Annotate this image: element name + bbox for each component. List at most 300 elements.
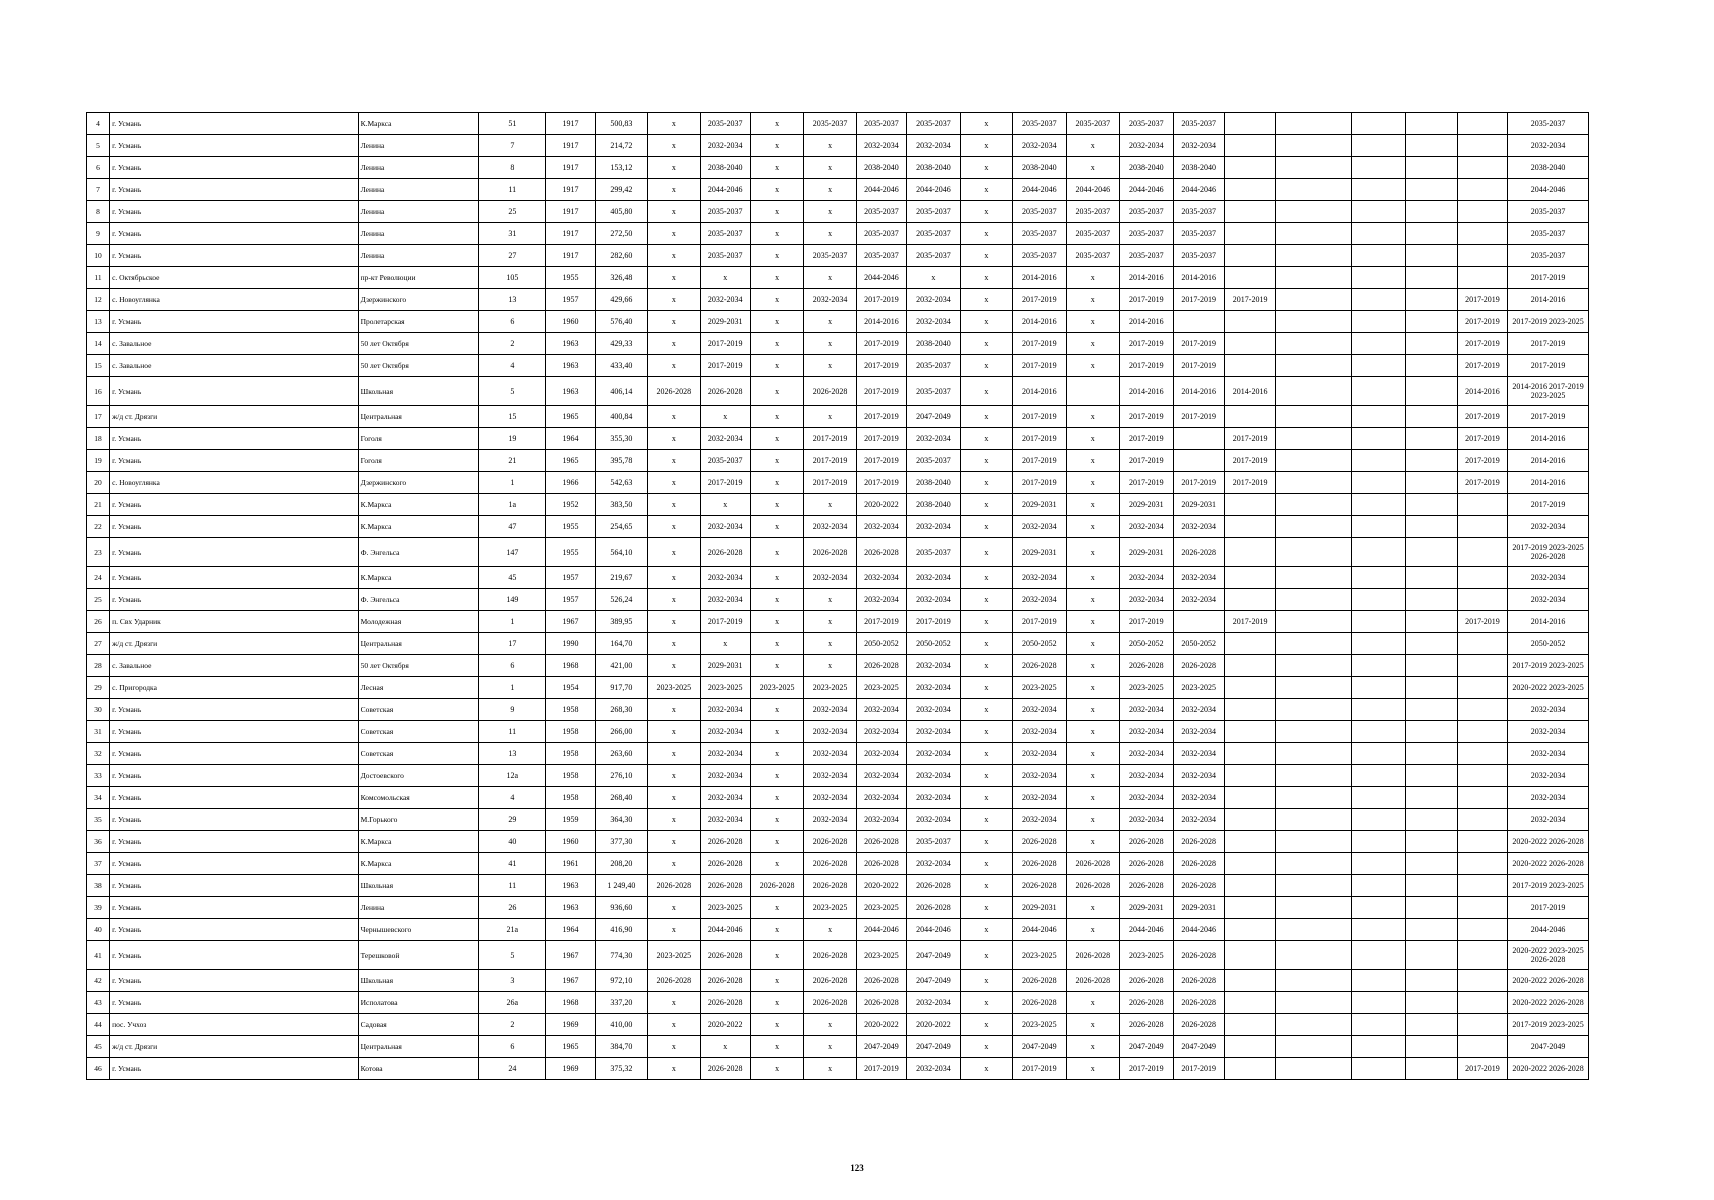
cell-c12 xyxy=(1224,721,1275,743)
table-row xyxy=(87,655,1589,677)
cell-year: 1963 xyxy=(546,355,595,377)
cell-c10: 2026-2028 xyxy=(1120,1014,1173,1036)
cell-place: г. Усмань xyxy=(110,113,359,135)
cell-c10: 2026-2028 xyxy=(1120,992,1173,1014)
cell-n: 17 xyxy=(87,406,110,428)
cell-street: пр-кт Революции xyxy=(358,267,479,289)
cell-last: 2032-2034 xyxy=(1508,699,1589,721)
cell-last: 2017-2019 xyxy=(1508,494,1589,516)
cell-last: 2017-2019 xyxy=(1508,406,1589,428)
cell-c12 xyxy=(1224,135,1275,157)
cell-c1: х xyxy=(648,809,700,831)
cell-c5: 2020-2022 xyxy=(856,1014,906,1036)
cell-street: К.Маркса xyxy=(358,516,479,538)
cell-empty xyxy=(1351,919,1406,941)
cell-c1: х xyxy=(648,450,700,472)
cell-c14 xyxy=(1406,494,1457,516)
cell-c1: х xyxy=(648,538,700,567)
cell-year: 1958 xyxy=(546,787,595,809)
cell-c10: 2032-2034 xyxy=(1120,567,1173,589)
cell-n: 15 xyxy=(87,355,110,377)
cell-c11: 2017-2019 xyxy=(1173,1058,1224,1080)
cell-c11: 2026-2028 xyxy=(1173,875,1224,897)
cell-c2: 2026-2028 xyxy=(700,1058,750,1080)
cell-c3: х xyxy=(750,406,803,428)
cell-c8: 2029-2031 xyxy=(1013,494,1066,516)
cell-c8: 2032-2034 xyxy=(1013,699,1066,721)
cell-c12: 2017-2019 xyxy=(1224,428,1275,450)
cell-c7: х xyxy=(960,721,1012,743)
table-row xyxy=(87,157,1589,179)
cell-c14 xyxy=(1406,355,1457,377)
cell-c15 xyxy=(1457,267,1507,289)
cell-c7: х xyxy=(960,677,1012,699)
cell-c12 xyxy=(1224,311,1275,333)
cell-c12 xyxy=(1224,223,1275,245)
cell-c1: х xyxy=(648,721,700,743)
cell-c6: 2032-2034 xyxy=(907,311,960,333)
cell-c6: 2035-2037 xyxy=(907,245,960,267)
cell-area: 410,00 xyxy=(595,1014,647,1036)
cell-c11: 2032-2034 xyxy=(1173,743,1224,765)
cell-c14 xyxy=(1406,267,1457,289)
cell-c2: 2032-2034 xyxy=(700,516,750,538)
cell-house: 26 xyxy=(479,897,546,919)
cell-street: Советская xyxy=(358,699,479,721)
cell-year: 1963 xyxy=(546,377,595,406)
cell-c9: 2026-2028 xyxy=(1066,875,1119,897)
cell-n: 29 xyxy=(87,677,110,699)
cell-n: 4 xyxy=(87,113,110,135)
cell-c3: х xyxy=(750,589,803,611)
cell-street: 50 лет Октября xyxy=(358,333,479,355)
cell-c4: 2026-2028 xyxy=(804,538,856,567)
cell-c13 xyxy=(1276,113,1352,135)
cell-place: с. Новоуглянка xyxy=(110,289,359,311)
cell-year: 1969 xyxy=(546,1014,595,1036)
table-row xyxy=(87,113,1589,135)
cell-c5: 2032-2034 xyxy=(856,743,906,765)
cell-empty xyxy=(1351,450,1406,472)
cell-c13 xyxy=(1276,1014,1352,1036)
cell-year: 1965 xyxy=(546,406,595,428)
cell-c8: 2023-2025 xyxy=(1013,941,1066,970)
cell-c8: 2017-2019 xyxy=(1013,289,1066,311)
cell-c2: х xyxy=(700,494,750,516)
cell-house: 147 xyxy=(479,538,546,567)
cell-c12 xyxy=(1224,589,1275,611)
cell-place: г. Усмань xyxy=(110,1058,359,1080)
cell-street: К.Маркса xyxy=(358,113,479,135)
cell-c3: х xyxy=(750,611,803,633)
cell-c7: х xyxy=(960,787,1012,809)
cell-c6: 2035-2037 xyxy=(907,450,960,472)
cell-c14 xyxy=(1406,765,1457,787)
cell-area: 972,10 xyxy=(595,970,647,992)
cell-year: 1963 xyxy=(546,897,595,919)
cell-c4: 2032-2034 xyxy=(804,516,856,538)
cell-c12 xyxy=(1224,1014,1275,1036)
cell-c6: 2035-2037 xyxy=(907,223,960,245)
cell-area: 263,60 xyxy=(595,743,647,765)
cell-c8: 2017-2019 xyxy=(1013,333,1066,355)
cell-c14 xyxy=(1406,113,1457,135)
cell-c8: 2026-2028 xyxy=(1013,655,1066,677)
cell-c4: х xyxy=(804,201,856,223)
cell-c8: 2035-2037 xyxy=(1013,113,1066,135)
cell-c6: 2038-2040 xyxy=(907,333,960,355)
cell-c10: 2017-2019 xyxy=(1120,472,1173,494)
cell-c12: 2017-2019 xyxy=(1224,472,1275,494)
cell-c8: 2017-2019 xyxy=(1013,611,1066,633)
cell-last: 2035-2037 xyxy=(1508,113,1589,135)
cell-c8: 2032-2034 xyxy=(1013,516,1066,538)
cell-c11: 2017-2019 xyxy=(1173,333,1224,355)
cell-c11: 2026-2028 xyxy=(1173,941,1224,970)
cell-year: 1969 xyxy=(546,1058,595,1080)
cell-n: 23 xyxy=(87,538,110,567)
cell-last: 2050-2052 xyxy=(1508,633,1589,655)
cell-c2: 2032-2034 xyxy=(700,589,750,611)
cell-c9: х xyxy=(1066,289,1119,311)
cell-c12 xyxy=(1224,875,1275,897)
cell-c3: х xyxy=(750,113,803,135)
cell-area: 774,30 xyxy=(595,941,647,970)
cell-c1: х xyxy=(648,494,700,516)
cell-area: 429,66 xyxy=(595,289,647,311)
cell-empty xyxy=(1351,897,1406,919)
cell-c12 xyxy=(1224,157,1275,179)
cell-c11: 2044-2046 xyxy=(1173,179,1224,201)
cell-c11: 2035-2037 xyxy=(1173,113,1224,135)
cell-c1: х xyxy=(648,472,700,494)
cell-c7: х xyxy=(960,201,1012,223)
cell-c9: 2026-2028 xyxy=(1066,970,1119,992)
cell-year: 1917 xyxy=(546,223,595,245)
cell-c15: 2014-2016 xyxy=(1457,377,1507,406)
cell-place: г. Усмань xyxy=(110,721,359,743)
cell-year: 1957 xyxy=(546,567,595,589)
cell-c4: 2026-2028 xyxy=(804,992,856,1014)
cell-c14 xyxy=(1406,809,1457,831)
cell-c13 xyxy=(1276,223,1352,245)
cell-area: 282,60 xyxy=(595,245,647,267)
cell-c1: х xyxy=(648,311,700,333)
cell-c11: 2032-2034 xyxy=(1173,765,1224,787)
cell-place: г. Усмань xyxy=(110,809,359,831)
cell-last: 2032-2034 xyxy=(1508,135,1589,157)
cell-c2: 2026-2028 xyxy=(700,992,750,1014)
cell-year: 1958 xyxy=(546,765,595,787)
cell-c6: 2047-2049 xyxy=(907,970,960,992)
cell-c5: 2035-2037 xyxy=(856,113,906,135)
cell-c11 xyxy=(1173,450,1224,472)
cell-c11: 2032-2034 xyxy=(1173,809,1224,831)
cell-house: 27 xyxy=(479,245,546,267)
cell-last: 2032-2034 xyxy=(1508,743,1589,765)
cell-c6: 2032-2034 xyxy=(907,765,960,787)
cell-n: 22 xyxy=(87,516,110,538)
cell-c4: х xyxy=(804,311,856,333)
cell-c13 xyxy=(1276,1036,1352,1058)
cell-street: К.Маркса xyxy=(358,567,479,589)
cell-c7: х xyxy=(960,472,1012,494)
cell-c3: х xyxy=(750,223,803,245)
cell-c11: 2026-2028 xyxy=(1173,831,1224,853)
cell-c5: 2017-2019 xyxy=(856,428,906,450)
table-row xyxy=(87,633,1589,655)
cell-c11 xyxy=(1173,428,1224,450)
cell-c15 xyxy=(1457,1036,1507,1058)
cell-area: 266,00 xyxy=(595,721,647,743)
cell-c4: 2032-2034 xyxy=(804,787,856,809)
cell-c4: 2017-2019 xyxy=(804,472,856,494)
cell-street: Достоевского xyxy=(358,765,479,787)
cell-c15: 2017-2019 xyxy=(1457,1058,1507,1080)
cell-house: 40 xyxy=(479,831,546,853)
cell-n: 18 xyxy=(87,428,110,450)
cell-c4: 2026-2028 xyxy=(804,853,856,875)
cell-c1: 2023-2025 xyxy=(648,677,700,699)
cell-c10: 2014-2016 xyxy=(1120,311,1173,333)
cell-year: 1963 xyxy=(546,333,595,355)
cell-c4: х xyxy=(804,267,856,289)
cell-n: 16 xyxy=(87,377,110,406)
cell-c9: х xyxy=(1066,1014,1119,1036)
cell-c14 xyxy=(1406,516,1457,538)
cell-c8: 2014-2016 xyxy=(1013,267,1066,289)
table-row xyxy=(87,787,1589,809)
cell-c2: 2032-2034 xyxy=(700,721,750,743)
cell-c5: 2032-2034 xyxy=(856,765,906,787)
cell-c3: х xyxy=(750,201,803,223)
cell-last: 2020-2022 2026-2028 xyxy=(1508,831,1589,853)
cell-c11: 2029-2031 xyxy=(1173,494,1224,516)
cell-house: 5 xyxy=(479,941,546,970)
cell-c14 xyxy=(1406,179,1457,201)
cell-c6: 2047-2049 xyxy=(907,1036,960,1058)
cell-house: 1а xyxy=(479,494,546,516)
cell-year: 1954 xyxy=(546,677,595,699)
cell-n: 28 xyxy=(87,655,110,677)
cell-c5: 2026-2028 xyxy=(856,992,906,1014)
cell-c10: 2017-2019 xyxy=(1120,355,1173,377)
cell-empty xyxy=(1351,406,1406,428)
cell-c6: 2035-2037 xyxy=(907,538,960,567)
cell-street: Ленина xyxy=(358,897,479,919)
cell-house: 3 xyxy=(479,970,546,992)
cell-c5: 2023-2025 xyxy=(856,941,906,970)
table-row xyxy=(87,677,1589,699)
cell-c7: х xyxy=(960,655,1012,677)
cell-c4: х xyxy=(804,1036,856,1058)
cell-c9: х xyxy=(1066,267,1119,289)
cell-c7: х xyxy=(960,113,1012,135)
cell-house: 7 xyxy=(479,135,546,157)
cell-c3: х xyxy=(750,655,803,677)
cell-n: 36 xyxy=(87,831,110,853)
cell-c13 xyxy=(1276,831,1352,853)
cell-c6: 2035-2037 xyxy=(907,355,960,377)
cell-area: 389,95 xyxy=(595,611,647,633)
cell-c7: х xyxy=(960,355,1012,377)
table-row xyxy=(87,472,1589,494)
cell-area: 164,70 xyxy=(595,633,647,655)
cell-c6: 2047-2049 xyxy=(907,406,960,428)
cell-last: 2017-2019 2023-2025 xyxy=(1508,1014,1589,1036)
cell-area: 576,40 xyxy=(595,311,647,333)
cell-year: 1917 xyxy=(546,245,595,267)
cell-c9: х xyxy=(1066,406,1119,428)
cell-c3: х xyxy=(750,699,803,721)
cell-place: г. Усмань xyxy=(110,919,359,941)
cell-last: 2020-2022 2026-2028 xyxy=(1508,1058,1589,1080)
cell-empty xyxy=(1351,245,1406,267)
cell-place: г. Усмань xyxy=(110,699,359,721)
cell-c6: 2032-2034 xyxy=(907,135,960,157)
cell-place: г. Усмань xyxy=(110,179,359,201)
table-row xyxy=(87,743,1589,765)
cell-c9: х xyxy=(1066,992,1119,1014)
cell-c14 xyxy=(1406,428,1457,450)
cell-c1: х xyxy=(648,567,700,589)
cell-c4: х xyxy=(804,494,856,516)
cell-c8: 2026-2028 xyxy=(1013,970,1066,992)
cell-c13 xyxy=(1276,472,1352,494)
cell-last: 2020-2022 2026-2028 xyxy=(1508,992,1589,1014)
cell-c5: 2026-2028 xyxy=(856,853,906,875)
cell-street: Дзержинского xyxy=(358,289,479,311)
cell-c12 xyxy=(1224,567,1275,589)
cell-n: 35 xyxy=(87,809,110,831)
cell-c7: х xyxy=(960,743,1012,765)
cell-street: Ленина xyxy=(358,201,479,223)
cell-c4: 2017-2019 xyxy=(804,428,856,450)
cell-n: 8 xyxy=(87,201,110,223)
cell-c6: 2032-2034 xyxy=(907,655,960,677)
cell-house: 29 xyxy=(479,809,546,831)
table-row xyxy=(87,428,1589,450)
cell-c2: 2035-2037 xyxy=(700,450,750,472)
cell-street: Лесная xyxy=(358,677,479,699)
cell-c9: х xyxy=(1066,1058,1119,1080)
page-number: 123 xyxy=(850,1163,864,1173)
cell-c5: 2032-2034 xyxy=(856,721,906,743)
table-row xyxy=(87,1014,1589,1036)
cell-c11: 2017-2019 xyxy=(1173,406,1224,428)
cell-n: 27 xyxy=(87,633,110,655)
cell-c8: 2035-2037 xyxy=(1013,201,1066,223)
cell-c2: 2026-2028 xyxy=(700,941,750,970)
cell-c1: 2026-2028 xyxy=(648,377,700,406)
cell-c13 xyxy=(1276,992,1352,1014)
cell-c6: 2020-2022 xyxy=(907,1014,960,1036)
cell-c7: х xyxy=(960,611,1012,633)
cell-c3: х xyxy=(750,377,803,406)
cell-c12 xyxy=(1224,897,1275,919)
cell-last: 2014-2016 xyxy=(1508,289,1589,311)
cell-c13 xyxy=(1276,428,1352,450)
cell-c1: х xyxy=(648,897,700,919)
cell-n: 45 xyxy=(87,1036,110,1058)
cell-c8: 2044-2046 xyxy=(1013,179,1066,201)
cell-c10: 2032-2034 xyxy=(1120,743,1173,765)
cell-year: 1917 xyxy=(546,113,595,135)
cell-c15: 2017-2019 xyxy=(1457,428,1507,450)
cell-c1: х xyxy=(648,113,700,135)
cell-c4: 2026-2028 xyxy=(804,970,856,992)
cell-n: 7 xyxy=(87,179,110,201)
table-row xyxy=(87,516,1589,538)
cell-c6: 2032-2034 xyxy=(907,721,960,743)
cell-last: 2014-2016 2017-2019 2023-2025 xyxy=(1508,377,1589,406)
cell-empty xyxy=(1351,875,1406,897)
cell-c10: 2050-2052 xyxy=(1120,633,1173,655)
cell-c15 xyxy=(1457,897,1507,919)
cell-year: 1964 xyxy=(546,428,595,450)
cell-c13 xyxy=(1276,516,1352,538)
cell-c3: х xyxy=(750,267,803,289)
cell-street: Советская xyxy=(358,721,479,743)
cell-c5: 2044-2046 xyxy=(856,267,906,289)
table-row xyxy=(87,311,1589,333)
cell-c11: 2026-2028 xyxy=(1173,655,1224,677)
cell-empty xyxy=(1351,992,1406,1014)
cell-c6: 2032-2034 xyxy=(907,853,960,875)
cell-house: 21 xyxy=(479,450,546,472)
cell-c10: 2032-2034 xyxy=(1120,721,1173,743)
cell-house: 4 xyxy=(479,355,546,377)
cell-c9: х xyxy=(1066,355,1119,377)
cell-c2: х xyxy=(700,1036,750,1058)
cell-c4: 2032-2034 xyxy=(804,289,856,311)
cell-c6: 2026-2028 xyxy=(907,875,960,897)
cell-c12 xyxy=(1224,787,1275,809)
table-row xyxy=(87,289,1589,311)
cell-c15 xyxy=(1457,567,1507,589)
cell-c10: 2032-2034 xyxy=(1120,699,1173,721)
cell-c2: 2017-2019 xyxy=(700,611,750,633)
cell-place: г. Усмань xyxy=(110,853,359,875)
cell-area: 416,90 xyxy=(595,919,647,941)
cell-c3: х xyxy=(750,809,803,831)
cell-house: 2 xyxy=(479,1014,546,1036)
cell-c9: 2026-2028 xyxy=(1066,941,1119,970)
cell-last: 2014-2016 xyxy=(1508,611,1589,633)
cell-house: 8 xyxy=(479,157,546,179)
cell-street: М.Горького xyxy=(358,809,479,831)
cell-c14 xyxy=(1406,992,1457,1014)
cell-empty xyxy=(1351,267,1406,289)
table-row xyxy=(87,223,1589,245)
cell-house: 19 xyxy=(479,428,546,450)
cell-c4: х xyxy=(804,406,856,428)
cell-c6: 2032-2034 xyxy=(907,743,960,765)
cell-c9: х xyxy=(1066,809,1119,831)
cell-c1: х xyxy=(648,333,700,355)
cell-c4: х xyxy=(804,135,856,157)
cell-house: 11 xyxy=(479,179,546,201)
cell-house: 4 xyxy=(479,787,546,809)
cell-c2: х xyxy=(700,267,750,289)
cell-c1: х xyxy=(648,157,700,179)
cell-c14 xyxy=(1406,699,1457,721)
cell-c5: 2020-2022 xyxy=(856,875,906,897)
cell-c5: 2032-2034 xyxy=(856,567,906,589)
cell-year: 1958 xyxy=(546,743,595,765)
cell-street: Терешковой xyxy=(358,941,479,970)
cell-c3: х xyxy=(750,831,803,853)
